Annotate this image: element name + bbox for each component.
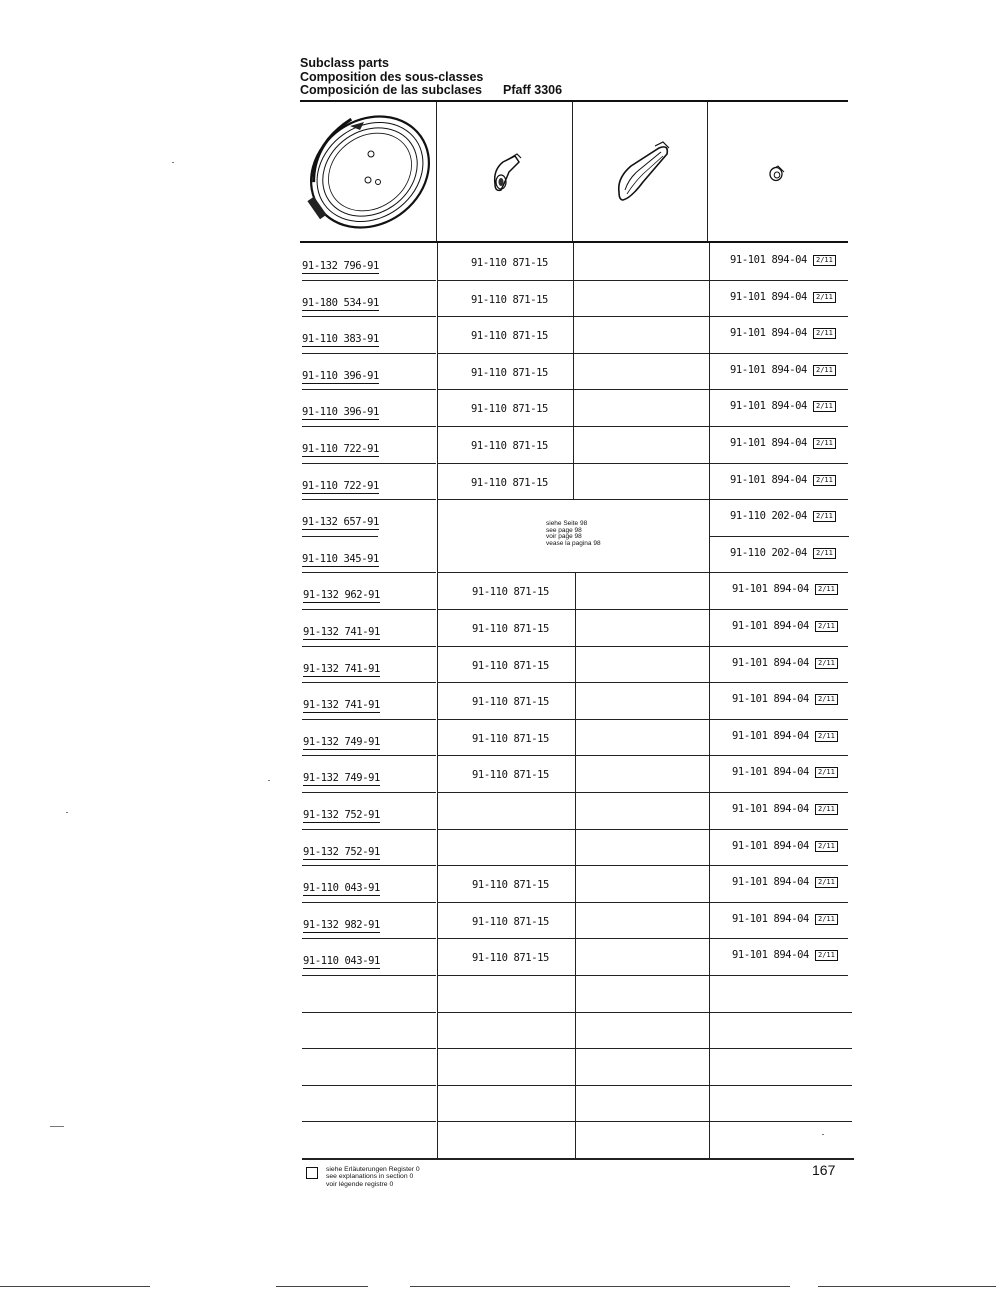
small-nut-illustration	[708, 102, 848, 241]
legend-fr: voir légende registre 0	[326, 1180, 394, 1188]
row-divider	[437, 389, 848, 390]
column-4-part-number: 91-101 894-04	[730, 327, 807, 339]
row-divider	[302, 975, 436, 976]
column-4-part-number: 91-110 202-04	[730, 510, 807, 522]
column-4-part-entry	[730, 364, 836, 376]
row-divider	[302, 536, 378, 537]
see-page-fr: voir page 98	[546, 533, 582, 540]
row-divider	[302, 792, 436, 793]
column-4-part-entry	[732, 840, 838, 852]
column-4-part-entry	[732, 583, 838, 595]
column-4-part-number: 91-101 894-04	[732, 583, 809, 595]
subclass-part-number: 91-132 741-91	[303, 699, 380, 711]
register-reference-badge: 2/11	[815, 950, 838, 961]
scan-speck	[822, 1134, 824, 1135]
row-divider	[302, 1012, 436, 1013]
register-reference-badge: 2/11	[813, 292, 836, 303]
row-divider	[302, 865, 436, 866]
register-reference-badge: 2/11	[815, 804, 838, 815]
subclass-part-number: 91-110 396-91	[302, 406, 379, 418]
scan-edge-line	[410, 1286, 790, 1287]
row-divider	[302, 426, 436, 427]
row-divider	[437, 1121, 852, 1122]
legend-box-icon	[306, 1167, 318, 1179]
subclass-part-number: 91-110 396-91	[302, 370, 379, 382]
column-4-part-number: 91-101 894-04	[730, 437, 807, 449]
row-divider	[437, 975, 848, 976]
column-4-part-number: 91-101 894-04	[732, 730, 809, 742]
register-reference-badge: 2/11	[813, 328, 836, 339]
column-2-part-number: 91-110 871-15	[471, 440, 548, 452]
row-divider	[302, 682, 436, 683]
column-4-part-entry	[732, 693, 838, 705]
column-2-part-number: 91-110 871-15	[471, 294, 548, 306]
row-divider	[302, 499, 436, 500]
column-2-part-number: 91-110 871-15	[471, 367, 548, 379]
row-divider	[437, 646, 848, 647]
register-reference-badge: 2/11	[813, 475, 836, 486]
row-divider	[437, 463, 848, 464]
row-divider	[437, 316, 848, 317]
column-divider	[572, 102, 573, 241]
row-divider	[437, 353, 848, 354]
subclass-part-number: 91-110 043-91	[303, 882, 380, 894]
row-divider	[437, 426, 848, 427]
header-title-en: Subclass parts	[300, 56, 389, 70]
scan-speck	[50, 1126, 64, 1127]
column-4-part-number: 91-101 894-04	[732, 657, 809, 669]
column-4-part-number: 91-101 894-04	[730, 291, 807, 303]
column-4-part-number: 91-101 894-04	[730, 254, 807, 266]
column-4-part-number: 91-101 894-04	[732, 913, 809, 925]
row-divider	[302, 1121, 436, 1122]
register-reference-badge: 2/11	[815, 767, 838, 778]
column-divider	[707, 102, 708, 241]
row-divider	[437, 280, 848, 281]
subclass-part-number: 91-132 962-91	[303, 589, 380, 601]
row-divider	[437, 1048, 852, 1049]
column-4-part-number: 91-101 894-04	[732, 949, 809, 961]
column-4-part-number: 91-101 894-04	[732, 766, 809, 778]
machine-model: Pfaff 3306	[503, 83, 563, 97]
row-divider	[302, 1085, 436, 1086]
column-2-part-number: 91-110 871-15	[471, 403, 548, 415]
subclass-part-number: 91-180 534-91	[302, 297, 379, 309]
column-2-part-number: 91-110 871-15	[472, 916, 549, 928]
column-4-part-entry	[732, 730, 838, 742]
column-2-part-number: 91-110 871-15	[472, 660, 549, 672]
subclass-part-number: 91-132 796-91	[302, 260, 379, 272]
register-reference-badge: 2/11	[813, 401, 836, 412]
column-4-part-entry	[730, 400, 836, 412]
column-4-part-entry	[730, 437, 836, 449]
row-divider	[437, 938, 848, 939]
column-divider	[437, 243, 438, 1158]
row-divider	[437, 499, 848, 500]
row-divider	[302, 719, 436, 720]
column-4-part-entry	[732, 766, 838, 778]
subclass-part-number: 91-132 982-91	[303, 919, 380, 931]
row-divider	[437, 1012, 852, 1013]
see-page-de: siehe Seite 98	[546, 520, 588, 527]
register-reference-badge: 2/11	[813, 365, 836, 376]
row-divider	[302, 829, 436, 830]
register-reference-badge: 2/11	[813, 548, 836, 559]
column-2-part-number: 91-110 871-15	[472, 696, 549, 708]
column-2-part-number: 91-110 871-15	[472, 879, 549, 891]
see-page-es: vease la pagina 98	[546, 539, 601, 547]
register-reference-badge: 2/11	[815, 877, 838, 888]
see-page-en: see page 98	[546, 526, 582, 534]
see-page-note	[546, 521, 601, 547]
row-divider	[437, 755, 848, 756]
scan-edge-line	[0, 1286, 150, 1287]
row-divider	[302, 389, 436, 390]
column-4-part-number: 91-101 894-04	[730, 364, 807, 376]
column-2-part-number: 91-110 871-15	[472, 623, 549, 635]
subclass-part-number: 91-132 741-91	[303, 663, 380, 675]
page-header	[300, 56, 563, 98]
column-4-part-number: 91-101 894-04	[732, 876, 809, 888]
row-divider	[437, 829, 848, 830]
illustration-rule	[300, 241, 848, 243]
subclass-part-number: 91-132 749-91	[303, 772, 380, 784]
column-4-part-entry	[732, 949, 838, 961]
row-divider	[437, 865, 848, 866]
row-divider	[302, 572, 436, 573]
column-4-part-entry	[730, 327, 836, 339]
scan-speck	[172, 162, 174, 163]
column-4-part-entry	[730, 254, 836, 266]
header-title-fr: Composition des sous-classes	[300, 69, 484, 84]
column-4-part-number: 91-101 894-04	[732, 803, 809, 815]
column-2-part-number: 91-110 871-15	[472, 769, 549, 781]
row-divider	[302, 902, 436, 903]
scan-edge-line	[276, 1286, 368, 1287]
column-2-part-number: 91-110 871-15	[471, 257, 548, 269]
scan-speck	[66, 812, 68, 813]
column-4-part-entry	[732, 913, 838, 925]
column-divider	[709, 243, 710, 1158]
row-divider	[437, 682, 848, 683]
column-4-part-entry	[732, 876, 838, 888]
column-2-part-number: 91-110 871-15	[471, 477, 548, 489]
column-divider	[573, 243, 574, 499]
page-number: 167	[812, 1162, 836, 1178]
row-divider	[437, 719, 848, 720]
scan-speck	[268, 780, 270, 781]
legend-en: see explanations in section 0	[326, 1173, 414, 1181]
column-4-part-number: 91-101 894-04	[732, 693, 809, 705]
register-reference-badge: 2/11	[815, 584, 838, 595]
register-reference-badge: 2/11	[815, 658, 838, 669]
subclass-part-number: 91-110 345-91	[302, 553, 379, 565]
register-reference-badge: 2/11	[815, 841, 838, 852]
column-4-part-entry	[732, 803, 838, 815]
register-reference-badge: 2/11	[813, 255, 836, 266]
legend-de: siehe Erläuterungen Register 0	[326, 1166, 420, 1173]
column-2-part-number: 91-110 871-15	[471, 330, 548, 342]
subclass-part-number: 91-110 722-91	[302, 443, 379, 455]
column-4-part-number: 91-101 894-04	[730, 474, 807, 486]
row-divider	[437, 572, 848, 573]
subclass-part-number: 91-132 657-91	[302, 516, 379, 528]
row-divider	[302, 463, 436, 464]
row-divider	[302, 609, 436, 610]
row-divider	[302, 316, 436, 317]
column-4-part-number: 91-101 894-04	[732, 620, 809, 632]
register-reference-badge: 2/11	[815, 694, 838, 705]
column-2-part-number: 91-110 871-15	[472, 586, 549, 598]
row-divider	[302, 646, 436, 647]
table-bottom-rule	[302, 1158, 854, 1160]
subclass-part-number: 91-110 383-91	[302, 333, 379, 345]
row-divider	[302, 938, 436, 939]
row-divider	[302, 353, 436, 354]
subclass-part-number: 91-110 043-91	[303, 955, 380, 967]
register-reference-badge: 2/11	[815, 731, 838, 742]
column-4-part-entry	[730, 547, 836, 559]
subclass-part-number: 91-132 741-91	[303, 626, 380, 638]
column-2-part-number: 91-110 871-15	[472, 733, 549, 745]
row-divider	[302, 280, 436, 281]
scan-edge-line	[818, 1286, 996, 1287]
bobbin-case-illustration	[300, 102, 436, 241]
column-4-part-number: 91-101 894-04	[732, 840, 809, 852]
subclass-part-number: 91-132 752-91	[303, 846, 380, 858]
curved-lever-illustration	[573, 102, 708, 241]
register-reference-badge: 2/11	[813, 438, 836, 449]
column-4-part-entry	[732, 620, 838, 632]
column-2-part-number: 91-110 871-15	[472, 952, 549, 964]
small-latch-illustration	[437, 102, 573, 241]
register-reference-badge: 2/11	[813, 511, 836, 522]
column-4-part-entry	[730, 291, 836, 303]
row-divider	[437, 1085, 852, 1086]
column-4-part-number: 91-101 894-04	[730, 400, 807, 412]
column-4-part-entry	[730, 510, 836, 522]
column-4-part-entry	[730, 474, 836, 486]
column-4-part-number: 91-110 202-04	[730, 547, 807, 559]
column-4-part-entry	[732, 657, 838, 669]
subclass-part-number: 91-132 749-91	[303, 736, 380, 748]
register-reference-badge: 2/11	[815, 621, 838, 632]
column-divider	[436, 102, 437, 241]
row-divider	[709, 536, 849, 537]
subclass-part-number: 91-132 752-91	[303, 809, 380, 821]
subclass-part-number: 91-110 722-91	[302, 480, 379, 492]
header-title-es: Composición de las subclases	[300, 83, 483, 97]
register-reference-badge: 2/11	[815, 914, 838, 925]
row-divider	[302, 1048, 436, 1049]
row-divider	[437, 902, 848, 903]
row-divider	[437, 792, 848, 793]
row-divider	[437, 609, 848, 610]
row-divider	[302, 755, 436, 756]
